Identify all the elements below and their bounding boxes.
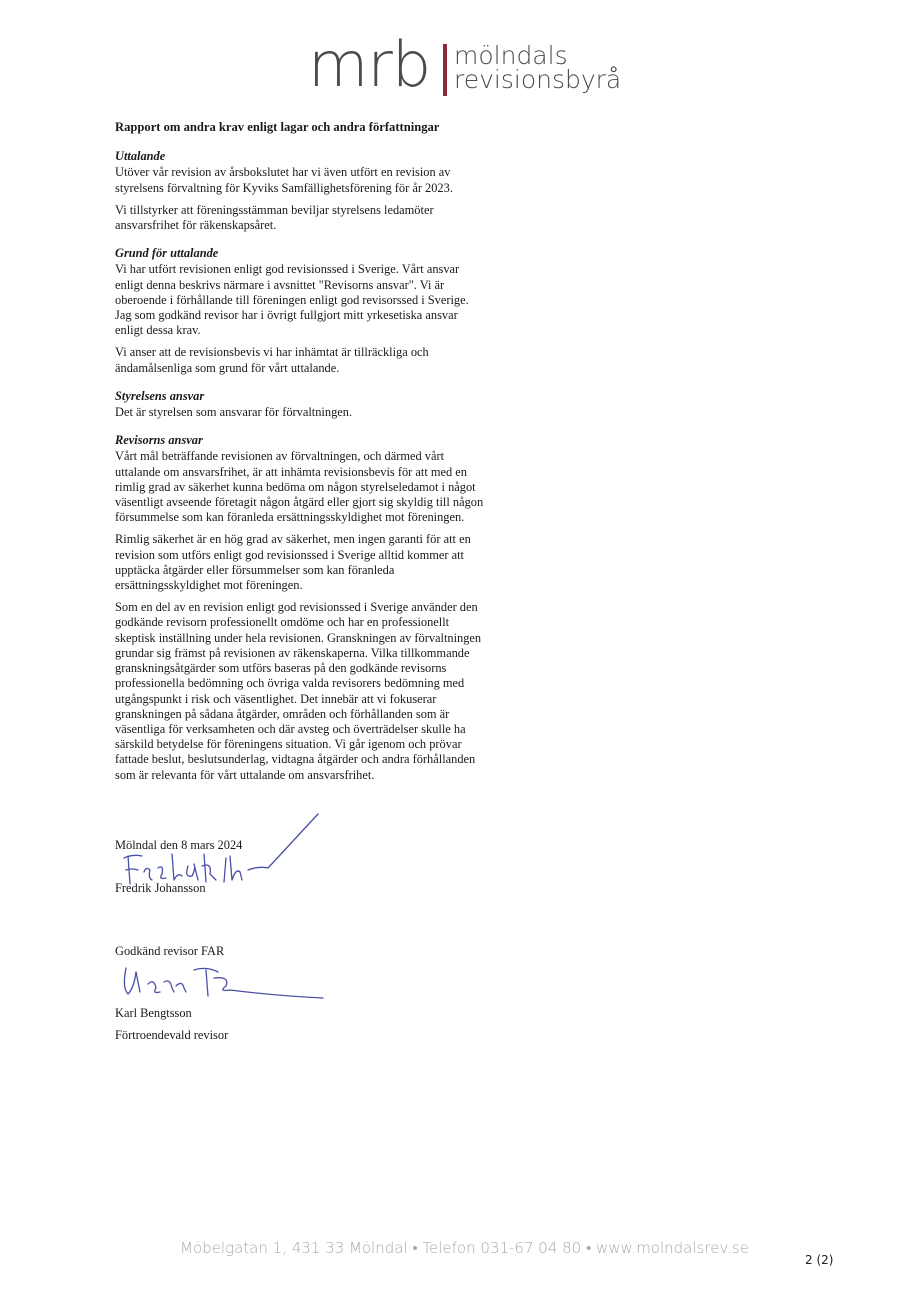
- paragraph: Utöver vår revision av årsbokslutet har vi även utfört en revision av styrelsens förvaltning för Kyviks Samfällighetsförening för år 2023.: [115, 165, 453, 195]
- report-body: [115, 120, 485, 796]
- page-number: 2 (2): [805, 1253, 834, 1267]
- section-heading: Grund för uttalande: [115, 246, 219, 261]
- logo-mark: mrb: [308, 28, 431, 101]
- section-grund-for-uttalande: [115, 246, 485, 376]
- footer-address: Möbelgatan 1, 431 33 Mölndal • Telefon 031-67 04 80 • www.molndalsrev.se: [180, 1239, 749, 1257]
- section-revisorns-ansvar: [115, 433, 485, 782]
- paragraph: Vårt mål beträffande revisionen av förvaltningen, och därmed vårt uttalande om ansvarsfrihet, är att inhämta revisionsbevis för att med en rimlig grad av säkerhet kunna bedöma om någon styrelseledamot i något väsentligt avseende företagit någon åtgärd eller gjort sig skyldig till någon försummelse som kan föranleda ersättningsskyldighet mot föreningen.: [115, 449, 484, 525]
- logo-line-1: mölndals: [454, 41, 568, 70]
- page-footer: [0, 1239, 919, 1257]
- logo-line-2: revisionsbyrå: [454, 65, 622, 94]
- section-heading: Uttalande: [115, 149, 166, 164]
- place-date: Mölndal den 8 mars 2024: [115, 838, 243, 852]
- paragraph: Vi tillstyrker att föreningsstämman beviljar styrelsens ledamöter ansvarsfrihet för räkenskapsåret.: [115, 202, 434, 233]
- paragraph: Rimlig säkerhet är en hög grad av säkerhet, men ingen garanti för att en revision som utförs enligt god revisionssed i Sverige alltid kommer att upptäcka åtgärder eller försummelser som kan föranleda ersättningsskyldighet mot föreningen.: [115, 532, 471, 593]
- section-styrelsens-ansvar: [115, 389, 485, 420]
- paragraph: Vi anser att de revisionsbevis vi har inhämtat är tillräckliga och ändamålsenliga som grund för vårt uttalande.: [115, 345, 429, 375]
- logo-divider-bar: [443, 44, 447, 96]
- section-uttalande: [115, 149, 485, 233]
- logo-wordmark: [454, 41, 622, 94]
- signer1-name: Fredrik Johansson: [115, 881, 206, 895]
- paragraph: Vi har utfört revisionen enligt god revisionssed i Sverige. Vårt ansvar enligt denna beskrivs närmare i avsnittet "Revisorns ansvar". Vi är oberoende i förhållande till föreningen enligt god revisorssed i Sverige. Jag som godkänd revisor har i övrigt fullgjort mitt yrkesetiska ansvar enligt dessa krav.: [115, 262, 469, 338]
- signer2-role-top: Godkänd revisor FAR: [115, 944, 225, 958]
- company-logo: [308, 28, 628, 104]
- signer2-role: Förtroendevald revisor: [115, 1028, 229, 1042]
- paragraph: Som en del av en revision enligt god revisionssed i Sverige använder den godkände revisorn professionellt omdöme och har en professionellt skeptisk inställning under hela revisionen. Granskningen av förvaltningen grundar sig främst på revisionen av räkenskaperna. Vilka tillkommande granskningsåtgärder som utförs baseras på den godkände revisorns professionella bedömning och övriga valda revisorers bedömning med utgångspunkt i risk och väsentlighet. Det innebär att vi fokuserar granskningen på sådana åtgärder, områden och förhållanden som är väsentliga för verksamheten och där avsteg och överträdelser skulle ha särskild betydelse för föreningens situation. Vi går igenom och prövar fattade beslut, beslutsunderlag, vidtagna åtgärder och andra förhållanden som är relevanta för vårt uttalande om ansvarsfrihet.: [115, 600, 482, 782]
- signer2-name: Karl Bengtsson: [115, 1006, 192, 1020]
- signature-karl-bengtsson: [118, 958, 333, 1006]
- section-heading: Revisorns ansvar: [115, 433, 203, 448]
- paragraph: Det är styrelsen som ansvarar för förvaltningen.: [115, 405, 353, 420]
- report-title: Rapport om andra krav enligt lagar och andra författningar: [115, 120, 440, 134]
- section-heading: Styrelsens ansvar: [115, 388, 205, 403]
